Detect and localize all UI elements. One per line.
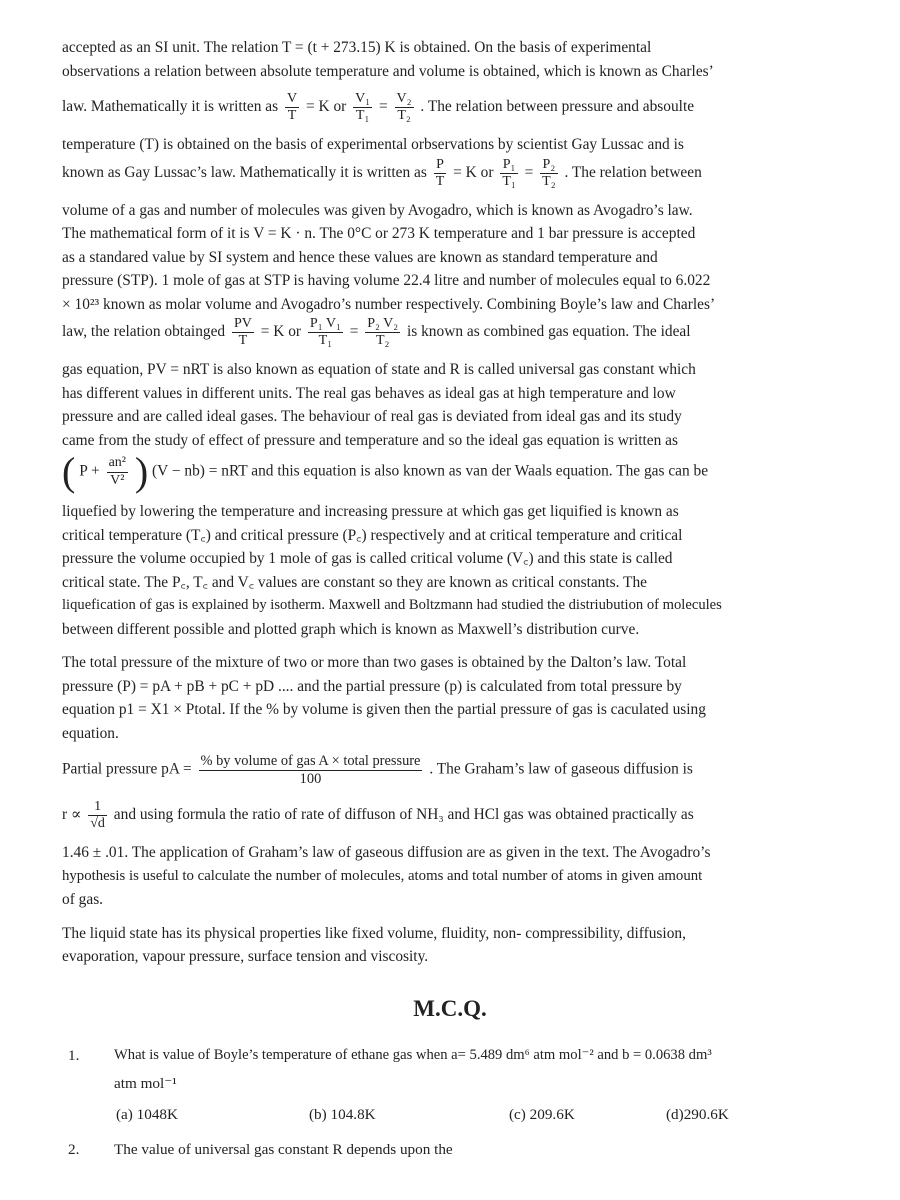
text-line: liquefied by lowering the temperature and increasing pressure at which gas get liquified is known as (62, 503, 679, 520)
text-line: volume of a gas and number of molecules was given by Avogadro, which is known as Avogadro’s law. (62, 201, 693, 219)
formula-text: (V − nb) = nRT (152, 462, 248, 480)
option-a[interactable]: (a) 1048K (116, 1106, 178, 1123)
fraction (285, 91, 299, 124)
numerator: V₁ (353, 91, 372, 108)
text-line: The liquid state has its physical properties like fixed volume, fluidity, non- compressibility, diffusion, (62, 924, 686, 942)
text-line: critical temperature (T꜀) and critical pressure (P꜀) respectively and at critical temperature and critical (62, 526, 683, 544)
numerator: P₁ (500, 157, 517, 174)
text-line: The total pressure of the mixture of two or more than two gases is obtained by the Dalton’s law. Total (62, 654, 687, 671)
fraction (308, 316, 343, 349)
numerator: an² (107, 455, 128, 472)
mcq-heading: M.C.Q. (413, 996, 487, 1021)
text-line: evaporation, vapour pressure, surface tension and viscosity. (62, 948, 429, 965)
paren-left: ( (62, 449, 76, 494)
text-fragment: Partial pressure pA = (62, 760, 192, 778)
combined-gas-law-line (62, 316, 822, 358)
text-line: came from the study of effect of pressure and temperature and so the ideal gas equation is written as (62, 431, 678, 449)
denominator: T₁ (502, 173, 516, 189)
text-line: × 10²³ known as molar volume and Avogadro’s number respectively. Combining Boyle’s law and Charles’ (62, 295, 716, 313)
numerator: P (434, 157, 447, 174)
text-line: between different possible and plotted graph which is known as Maxwell’s distribution curve. (62, 620, 640, 638)
question-text: atm mol⁻¹ (114, 1075, 177, 1092)
fraction (365, 316, 400, 349)
denominator: V² (110, 472, 125, 488)
fraction (353, 91, 372, 124)
text-line: has different values in different units. The real gas behaves as ideal gas at high temperature and low (62, 384, 676, 402)
text-fragment: . The Graham’s law of gaseous diffusion is (429, 760, 693, 778)
text-line: liquefication of gas is explained by isotherm. Maxwell and Boltzmann had studied the distriubution of molecules (62, 597, 722, 613)
charles-law-line (62, 91, 822, 133)
text-line: 1.46 ± .01. The application of Graham’s law of gaseous diffusion are as given in the text. The Avogadro’s (62, 844, 711, 861)
partial-pressure-line (62, 753, 822, 799)
numerator: P₂ V₂ (365, 316, 400, 333)
text-line: equation. (62, 724, 119, 742)
fraction (434, 157, 447, 190)
text-line: The mathematical form of it is V = K · n. The 0°C or 273 K temperature and 1 bar pressure is accepted (62, 225, 696, 242)
text-line: hypothesis is useful to calculate the number of molecules, atoms and total number of atoms in given amount (62, 867, 703, 884)
text-line: temperature (T) is obtained on the basis of experimental orbservations by scientist Gay Lussac and is (62, 136, 684, 153)
option-c[interactable]: (c) 209.6K (509, 1106, 575, 1123)
text-fragment: . The relation between pressure and absoulte (420, 98, 695, 116)
numerator: PV (232, 316, 254, 333)
fraction (540, 157, 557, 190)
formula-text: = (524, 163, 534, 181)
gay-lussac-law-line (62, 157, 822, 199)
numerator: V₂ (395, 91, 414, 108)
body-text (62, 36, 822, 969)
fraction (107, 455, 128, 488)
fraction (88, 799, 107, 832)
denominator: T (435, 173, 445, 189)
fraction (500, 157, 517, 190)
option-d[interactable]: (d)290.6K (666, 1106, 729, 1123)
formula-text: = K or (305, 98, 347, 116)
numerator: 1 (88, 799, 107, 816)
graham-law-line (62, 799, 822, 841)
fraction (232, 316, 254, 349)
text-line: pressure (STP). 1 mole of gas at STP is having volume 22.4 litre and number of molecules equal to 6.022 (62, 272, 711, 289)
denominator: T (287, 108, 297, 124)
text-line: pressure (P) = pA + pB + pC + pD .... and the partial pressure (p) is calculated from total pressure by (62, 677, 682, 695)
text-line: critical state. The P꜀, T꜀ and V꜀ values are constant so they are known as critical constants. The (62, 573, 647, 591)
question-text: What is value of Boyle’s temperature of ethane gas when a= 5.489 dm⁶ atm mol⁻² and b = 0.0638 dm³ (114, 1047, 712, 1063)
formula-text: P + (79, 462, 100, 480)
text-line: gas equation, PV = nRT is also known as equation of state and R is called universal gas constant which (62, 361, 696, 378)
option-b[interactable]: (b) 104.8K (309, 1106, 376, 1123)
paren-right: ) (134, 449, 149, 494)
denominator: 100 (299, 770, 322, 787)
text-line: of gas. (62, 891, 104, 908)
formula-text: = K or (260, 323, 302, 341)
text-line: equation p1 = X1 × Ptotal. If the % by volume is given then the partial pressure of gas is caculated using (62, 701, 706, 718)
text-line: pressure and are called ideal gases. The behaviour of real gas is deviated from ideal gas and its study (62, 408, 682, 425)
denominator: T (238, 333, 248, 349)
text-fragment: known as Gay Lussac’s law. Mathematically it is written as (62, 163, 427, 181)
text-fragment: is known as combined gas equation. The ideal (407, 323, 691, 341)
denominator: T₂ (375, 333, 390, 349)
numerator: P₁ V₁ (308, 316, 343, 333)
numerator: % by volume of gas A × total pressure (200, 753, 421, 769)
text-line: as a standared value by SI system and hence these values are known as standard temperature and (62, 248, 658, 266)
denominator: T₁ (355, 108, 370, 124)
formula-text: = K or (453, 163, 494, 181)
question-number: 2. (68, 1141, 80, 1158)
numerator: P₂ (540, 157, 557, 174)
text-fragment: law. Mathematically it is written as (62, 98, 279, 116)
formula-text: = (349, 323, 359, 341)
question-number: 1. (68, 1047, 80, 1064)
numerator: V (285, 91, 299, 108)
text-fragment: . The relation between (564, 163, 702, 181)
text-line: accepted as an SI unit. The relation T = (t + 273.15) K is obtained. On the basis of experimental (62, 39, 652, 56)
denominator: T₂ (542, 173, 556, 189)
fraction (395, 91, 414, 124)
question-text: The value of universal gas constant R depends upon the (114, 1141, 453, 1158)
formula-text: r ∝ (62, 806, 82, 824)
text-line: pressure the volume occupied by 1 mole of gas is called critical volume (V꜀) and this state is called (62, 550, 673, 567)
denominator: T₂ (397, 108, 411, 124)
text-fragment: and this equation is also known as van der Waals equation. The gas can be (251, 462, 709, 480)
van-der-waals-line (62, 449, 822, 500)
text-fragment: law, the relation obtainged (62, 323, 226, 341)
text-fragment: and using formula the ratio of rate of diffuson of NH₃ and HCl gas was obtained practically as (113, 806, 694, 824)
fraction (199, 753, 423, 787)
denominator: T₁ (318, 333, 333, 349)
text-line: observations a relation between absolute temperature and volume is obtained, which is known as Charles’ (62, 62, 714, 80)
denominator: √d (90, 816, 105, 832)
formula-text: = (379, 98, 388, 116)
